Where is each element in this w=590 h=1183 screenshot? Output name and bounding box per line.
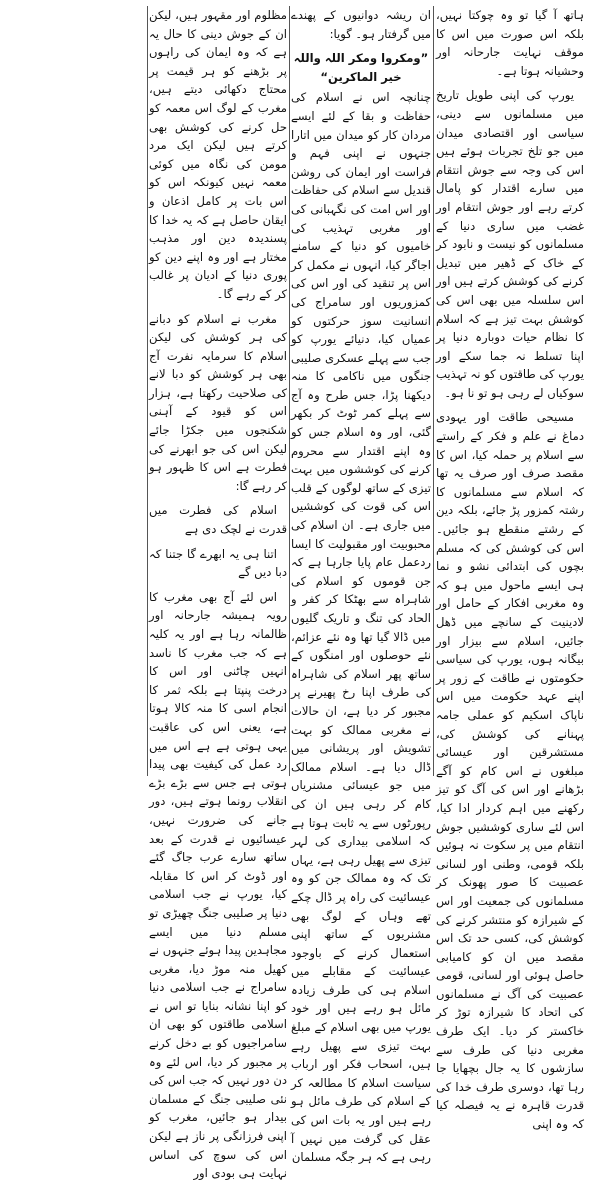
poem-line: اسلام کی فطرت میں قدرت نے لچک دی ہے [149, 503, 287, 537]
paragraph: مغرب نے اسلام کو دبانے کی ہر کوشش کی لیکن اسلام کا سرمایہ نفرت آج بھی ہر کوشش کو دبا لانے کی صلاحیت رکھتا ہے، ہزار اس کو قیود کے آہنی شکنجوں میں جکڑا جائے لیکن اس کی جو ابھرنے کی فطرت ہے اس کا ظہور ہو کر رہے گا: [149, 311, 287, 493]
column-divider [433, 6, 434, 776]
paragraph: مظلوم اور مقہور ہیں، لیکن ان کے جوش دینی کا حال یہ ہے کہ وہ ایمان کی راہوں پر بڑھنے کو ہر قیمت پر محتاج دکھائی دیتے ہیں، مغرب کے لوگ اس معمہ کو حل کرنے کی کوشش بھی کرتے ہیں لیکن ایک مرد مومن کی نگاہ میں کوئی معمہ نہیں کیونکہ اس کو اس بات پر کامل اذعان و ایقان حاصل ہے کہ یہ خدا کا پسندیدہ دین اور مذہب مختار ہے اور وہ اپنے دین کو پوری دنیا کے ادیان پر غالب کر کے رہے گا۔ [149, 8, 287, 301]
paragraph: اس لئے آج بھی مغرب کا رویہ ہمیشہ جارحانہ اور ظالمانہ رہا ہے اور یہ کلیہ ہے کہ جب مغرب کا ناسد انہیں چاٹنی اور اس کا درخت پنپتا ہے بلکہ ثمر کا انجام اسی کا منہ کالا ہوتا ہے، یعنی اس کی عاقبت یہی ہوتی ہے ہے اس میں رد عمل کی کیفیت بھی پیدا ہوتی ہے جس سے بڑے بڑے انقلاب رونما ہوتے ہیں، دور جانے کی ضرورت نہیں، عیسائیوں نے قدرت کے بعد ساتھ سارے عرب جاگ گئے اور ڈوٹ کر اس کا مقابلہ کیا، یورپ نے جب اسلامی دنیا پر صلیبی جنگ چھیڑی تو مسلم دنیا میں ایسے مجاہدین پیدا ہوئے جنہوں نے کھیل منہ موڑ دیا، مغربی سامراج نے جب اسلامی دنیا کو اپنا نشانہ بنایا تو اس نے اسلامی طاقتوں کو بھی ان سامراجیوں کو بے دخل کرنے پر مجبور کر دیا، اس لئے وہ دن دور نہیں کہ جب اس کی نئی صلیبی جنگ کے مسلمان بیدار ہو جائیں، مغرب کو اپنی فرزانگی پر ناز ہے لیکن اس کی سوچ کی اساس نہایت ہی بودی اور [149, 589, 287, 1181]
text-column-3 [149, 6, 287, 1181]
paragraph: ان ریشہ دوانیوں کے پھندے میں گرفتار ہو۔ گویا: [291, 8, 431, 41]
paragraph: ہاتھ آ گیا تو وہ چوکتا نہیں، بلکہ اس صورت میں اس کا موقف نہایت جارحانہ اور وحشیانہ ہوتا ہے۔ [436, 8, 584, 78]
paragraph: مسیحی طاقت اور یہودی دماغ نے علم و فکر کے راستے سے اسلام پر حملہ کیا، اس کا مقصد صرف اور صرف یہ تھا کہ اسلام سے مسلمانوں کا رشتہ کمزور پڑ جائے، بلکہ دین کے رشتے منقطع ہو جائیں۔ اس کی کوشش کی کہ مسلم بچوں کی ابتدائی نشو و نما ہی ایسے ماحول میں ہو کہ وہ مغربی افکار کے حامل اور لادینیت کے سانچے میں ڈھل جائیں، اسلام سے بیزار اور بیگانہ ہوں، یورپ کی سیاسی حکومتوں نے طاقت کے زور پر اپنے عہد حکومت میں اس ناپاک اسکیم کو عملی جامہ پہنانے کی کوشش کی، مستشرقین اور عیسائی مبلغوں نے اس کام کو آگے بڑھانے اور اس کی آگ کو تیز رکھنے میں اہم کردار ادا کیا، اس لئے ساری کوششیں جوش انتقام میں پر سکوت نہ ہوئیں بلکہ قومی، وطنی اور لسانی عصبیت کا صور پھونک کر مسلمانوں کی جمعیت اور اس کے شیرازہ کو منتشر کرنے کی کوشش کی، کسی حد تک اس مقصد میں ان کو کامیابی حاصل ہوئی اور لسانی، قومی عصبیت کی آگ نے مسلمانوں کی اتحاد کا شیرازہ توڑ کر خاکستر کر دیا۔ ایک طرف مغربی دنیا کی طرف سے سازشوں کا یہ جال بچھایا جا رہا تھا، دوسری طرف خدا کی قدرت قاہرہ نے یہ فیصلہ کیا کہ وہ اپنی [436, 410, 584, 1132]
column-divider [289, 6, 290, 776]
text-column-1 [436, 6, 584, 1132]
paragraph: یورپ کی اپنی طویل تاریخ میں مسلمانوں سے دینی، سیاسی اور اقتصادی میدان میں جو تلخ تجربات ہوئے ہیں اس کی وجہ سے جوش انتقام میں سارے اقتدار کو پامال کرتے رہے اور جوش انتقام اور غضب میں ساری دنیا کے مسلمانوں کو نیست و نابود کر کے خاک کے ڈھیر میں تبدیل کرنے کی کوشش کرتے ہیں اور اس سلسلہ میں بھی اس کی کوشش بہت تیز ہے کہ اسلام کا نظام حیات دوبارہ دنیا پر اپنا تسلط نہ جما سکے اور یورپ کی طاقتوں کو نہ تہذیب سوکیاں لے رہی ہو تو نا ہو۔ [436, 88, 584, 400]
poem-line: اتنا ہی یہ ابھرے گا جتنا کہ دبا دیں گے [149, 546, 287, 580]
text-column-2 [291, 6, 431, 1165]
paragraph: چنانچہ اس نے اسلام کی حفاظت و بقا کے لئے ایسے مردان کار کو میدان میں اتارا جنہوں نے اپنی فہم و فراست اور ایمان کی روشن قندیل سے اسلام کی حفاظت اور اس امت کی نگہبانی کی اور مغربی تہذیب کی خامیوں کو دنیا کے سامنے اجاگر کیا، انہوں نے مکمل کر اس پر تنقید کی اور اس کی کمزوریوں اور سامراج کی انسانیت سوز حرکتوں کو عمیاں کیا، دنیائے یورپ کو جب سے پہلے عسکری صلیبی جنگوں میں ناکامی کا منہ دیکھنا پڑا، جس طرح وہ آج سے پہلے کمر ٹوٹ کر بکھر گئی، اور وہ اسلام جس کو وہ اپنے اقتدار سے محروم کرنے کی کوششوں میں بہت تیزی کے ساتھ لوگوں کے قلب اس کی قوت کی کوششیں میں جاری ہے۔ ان اسلام کی محبوبیت اور مقبولیت کا ایسا ردعمل عام پایا جارہا ہے کہ جن قوموں کو اسلام کی شاہراہ سے بھٹکا کر کفر و الحاد کی تنگ و تاریک گلیوں میں ڈالا گیا تھا وہ نئے عزائم، نئے حوصلوں اور امنگوں کے ساتھ پھر اسلام کی شاہراہ کی طرف اپنا رخ پھیرنے پر مجبور کر دیا ہے، ان حالات نے مغربی ممالک کو بہت تشویش اور پریشانی میں ڈال دیا ہے۔ اسلام ممالک میں جو عیسائی مشنریاں کام کر رہی ہیں ان کی رپورٹوں سے یہ ثابت ہوتا ہے کہ اسلامی بیداری کی لہر تیزی سے پھیل رہی ہے، یہاں تک کہ وہ ممالک جن کو وہ عیسائیت کی راہ پر ڈال چکے تھے وہاں کے لوگ بھی مشنریوں کے ساتھ اپنی استعمال کرنے کے باوجود عیسائیت کے مقابلے میں اسلام ہی کی طرف زیادہ مائل ہو رہے ہیں اور خود یورپ میں بھی اسلام کے مبلغ بہت تیزی سے پھیل رہے ہیں، اسحاب فکر اور ارباب سیاست اسلام کا مطالعہ کر کے اسلام کی طرف مائل ہو رہے ہیں اور یہ بات اس کی عقل کی گرفت میں نہیں آ رہی ہے کہ ہر جگہ مسلمان [291, 90, 431, 1165]
quranic-verse: ”ومکروا ومکر اللہ واللہ خیر الماکرین“ [293, 51, 429, 84]
column-divider [147, 6, 148, 776]
